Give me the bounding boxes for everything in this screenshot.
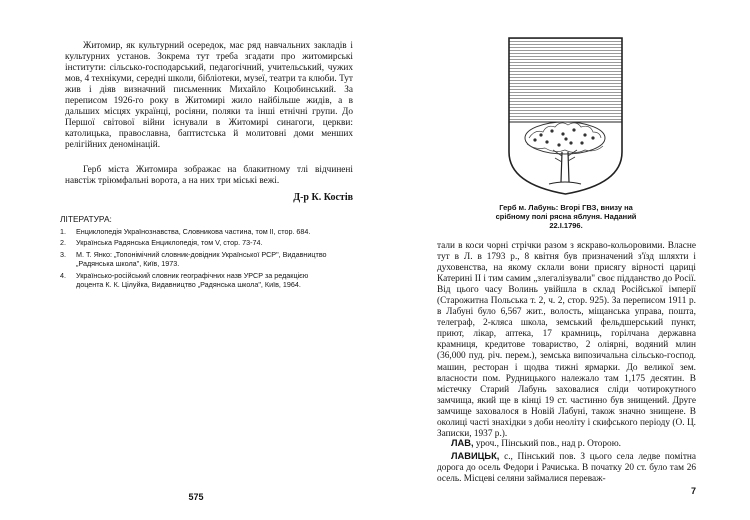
reference-number: 4. [60, 270, 66, 280]
entry-lav-text: уроч., Пінський пов., над р. Оторою. [473, 439, 621, 449]
reference-text: Енциклопедія Українознавства, Словникова частина, том II, стор. 684. [76, 227, 311, 236]
entry-lavytsk-text: с., Пінський пов. З цього села ледве помітна дорога до осель Федори і Рачиська. В початку 20 ст. було там 26 осель. Місцеві селяни займалися переваж- [437, 452, 696, 485]
reference-number: 2. [60, 238, 66, 248]
reference-text: Українська Радянська Енциклопедія, том V, стор. 73-74. [76, 238, 263, 248]
entry-lav-headword: ЛАВ, [451, 438, 474, 448]
labun-coat-of-arms-figure [505, 34, 626, 198]
reference-text: Українсько-російський словник географічних назв УРСР за редакцією доцента К. К. Цілуйка, Видавництво „Радянська школа", Київ, 1964. [76, 270, 309, 290]
right-paragraph-labun-history: тали в коси чорні стрічки разом з яскраво-кольоровими. Власне тут в Л. в 1793 р., 8 квітня був призначений з'їзд шляхти і духовенства, на якому склали вони присягу вірності цариці Катерині II і тим самим „злегалізували" своє підданство до Росії. Від цього часу Волинь увійшла в склад Російської імперії (Старожитна Польська т. 2, ч. 2, стор. 925). За переписом 1911 р. в Лабуні було 6,567 жит., волость, міщанська управа, пошта, телеграф, 2-кляса школа, земський фельдшерський пункт, приют, лікар, аптека, 17 крамниць, горілчана державна крамниця, кредитове товариство, 2 олiярнi, водяний млин (36,000 пуд. річ. перем.), земська випозичальна сільсько-господ. машин, ресторан і щодва тижні ярмарки. До великої зем. власности пом. Рудницького належало там 1,175 десятин. В містечку Старий Лабунь заховалися сліди чотирокутного замчища, який ще в кінці 19 ст. частинно був знищений. Друге замчище заховалося в Новій Лабуні, також значно знищене. В околиці часті знахідки з доби неоліту і скифського періоду (О. Ц. Записки, 1937 р.). [437, 241, 696, 439]
upper-field [509, 38, 622, 122]
reference-number: 1. [60, 227, 66, 236]
reference-item [60, 271, 328, 290]
reference-number: 3. [60, 249, 66, 259]
left-paragraph-coat-of-arms: Герб міста Житомира зображає на блакитному тлі відчинені навстіж тріюмфальні ворота, а на них три міські вежі. [65, 165, 353, 187]
reference-item [60, 250, 328, 269]
literature-heading: ЛІТЕРАТУРА: [60, 214, 112, 224]
left-page-number: 575 [188, 492, 204, 502]
reference-item [60, 238, 328, 247]
left-paragraph-zhytomyr-culture: Житомир, як культурний осередок, має ряд навчальних закладів і культурних установ. Зокрема тут треба згадати про житомирські інститути: сільсько-господарський, педагогічний, учительський, чужих мов, 4 технікуми, середні школи, бібліотеки, музеї, театри та клюби. Тут жив і діяв визначний письменник Михайло Коцюбинський. За переписом 1926-го року в Житомирі жило найбільше жидів, а в дальших місцях українці, росіяни, поляки та інші етнічні групи. До Першої світової війни існували в Житомирі синагоги, церкви: католицька, православна, баптистська й молитовні доми менших релігійних деномінацій. [65, 41, 353, 151]
entry-lav [437, 438, 696, 450]
figure-caption: Герб м. Лабунь: Вгорі ГВЗ, внизу на срібному полі рясна яблуня. Наданий 22.I.1796. [495, 203, 637, 231]
coat-of-arms-illustration [505, 34, 626, 198]
references-list [60, 227, 328, 291]
entry-lavytsk-headword: ЛАВИЦЬК, [451, 451, 500, 461]
right-page-number: 7 [690, 486, 696, 496]
reference-item [60, 227, 328, 236]
author-signature: Д-р К. Костів [293, 192, 353, 203]
entry-lavytsk [437, 451, 696, 485]
reference-text: М. Т. Янко: „Топонімічний словник-довідник Української РСР", Видавництво „Радянська школа", Київ, 1973. [76, 249, 327, 269]
